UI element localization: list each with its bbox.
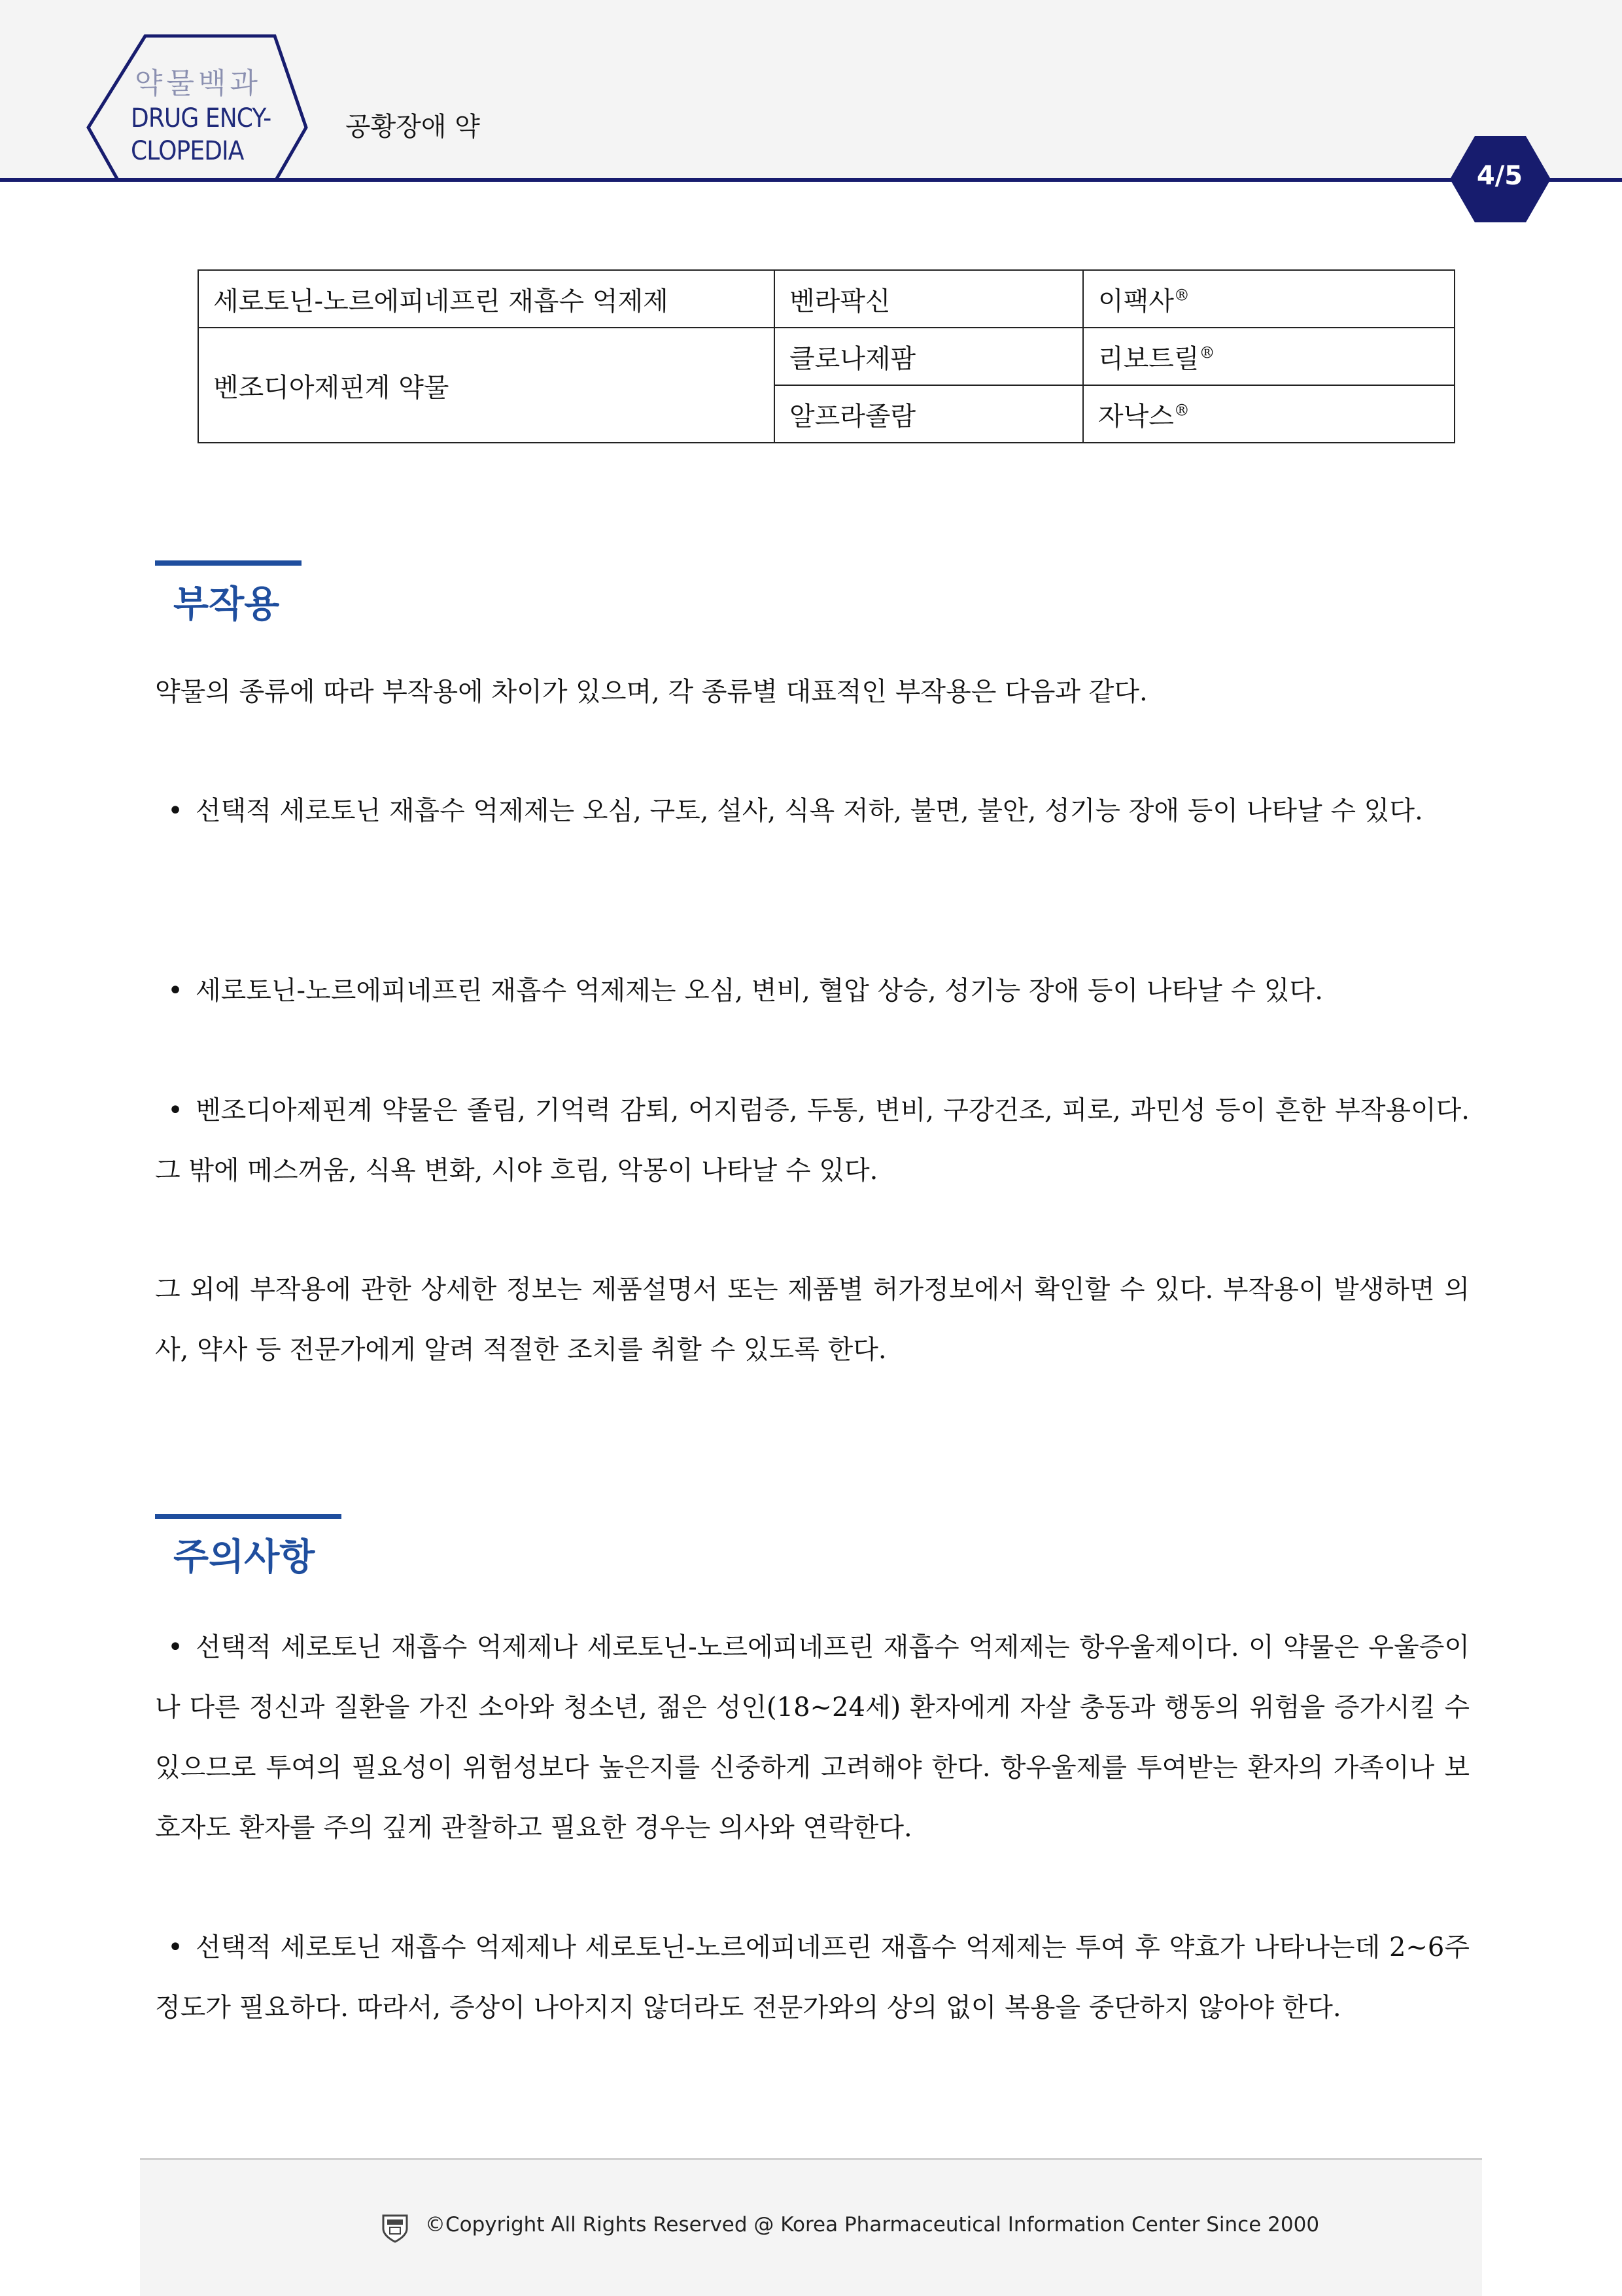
list-item: • 선택적 세로토닌 재흡수 억제제는 오심, 구토, 설사, 식욕 저하, 불면, 불안, 성기능 장애 등이 나타날 수 있다. [155, 781, 1470, 841]
document-title: 공황장애 약 [345, 112, 480, 142]
page-number: 4/5 [1476, 161, 1523, 191]
list-item: • 벤조디아제핀계 약물은 졸림, 기억력 감퇴, 어지럼증, 두통, 변비, 구강건조, 피로, 과민성 등이 흔한 부작용이다. 그 밖에 메스꺼움, 식욕 변화, 시야 흐림, 악몽이 나타날 수 있다. [155, 1080, 1470, 1201]
registered-mark: ® [1199, 343, 1215, 362]
footer-copyright: ©Copyright All Rights Reserved @ Korea Pharmaceutical Information Center Since 2000 [425, 2213, 1320, 2236]
section-bar [155, 1514, 341, 1519]
table-cell-brand: 리보트릴® [1083, 328, 1455, 385]
section-bar [155, 560, 302, 566]
logo-english-line2: CLOPEDIA [131, 136, 244, 166]
paragraph-intro: 약물의 종류에 따라 부작용에 차이가 있으며, 각 종류별 대표적인 부작용은 다음과 같다. [155, 677, 1148, 707]
table-cell-drug: 알프라졸람 [774, 385, 1083, 443]
logo [131, 65, 301, 167]
table-row [198, 270, 1455, 328]
logo-korean: 약물백과 [135, 67, 262, 100]
registered-mark: ® [1173, 401, 1190, 420]
emblem-icon [381, 2213, 409, 2243]
bullet-icon: • [167, 1632, 183, 1662]
table-cell-brand: 자낙스® [1083, 385, 1455, 443]
bullet-icon: • [167, 1932, 183, 1962]
paragraph-outro: 그 외에 부작용에 관한 상세한 정보는 제품설명서 또는 제품별 허가정보에서 확인할 수 있다. 부작용이 발생하면 의사, 약사 등 전문가에게 알려 적절한 조치를 취할 수 있도록 한다. [155, 1275, 1470, 1365]
bullet-icon: • [167, 976, 183, 1006]
list-item: • 선택적 세로토닌 재흡수 억제제나 세로토닌-노르에피네프린 재흡수 억제제는 투여 후 약효가 나타나는데 2~6주 정도가 필요하다. 따라서, 증상이 나아지지 않더라도 전문가와의 상의 없이 복용을 중단하지 않아야 한다. [155, 1917, 1470, 2038]
table-row [198, 328, 1455, 385]
list-item: • 세로토닌-노르에피네프린 재흡수 억제제는 오심, 변비, 혈압 상승, 성기능 장애 등이 나타날 수 있다. [155, 961, 1470, 1021]
logo-english-line1: DRUG ENCY- [131, 103, 271, 133]
section-title-side-effects: 부작용 [173, 583, 280, 626]
bullet-icon: • [167, 1095, 183, 1125]
section-title-precautions: 주의사항 [173, 1536, 315, 1579]
registered-mark: ® [1173, 286, 1190, 305]
list-item: • 선택적 세로토닌 재흡수 억제제나 세로토닌-노르에피네프린 재흡수 억제제는 항우울제이다. 이 약물은 우울증이나 다른 정신과 질환을 가진 소아와 청소년, 젊은 성인(18~24세) 환자에게 자살 충동과 행동의 위험을 증가시킬 수 있으므로 투여의 필요성이 위험성보다 높은지를 신중하게 고려해야 한다. 항우울제를 투여받는 환자의 가족이나 보호자도 환자를 주의 깊게 관찰하고 필요한 경우는 의사와 연락한다. [155, 1617, 1470, 1858]
table-cell-brand: 이팩사® [1083, 270, 1455, 328]
drug-table [198, 269, 1455, 443]
table-cell-drug: 클로나제팜 [774, 328, 1083, 385]
table-cell-class: 세로토닌-노르에피네프린 재흡수 억제제 [198, 270, 774, 328]
table-cell-drug: 벤라팍신 [774, 270, 1083, 328]
table-cell-class: 벤조디아제핀계 약물 [198, 328, 774, 443]
bullet-icon: • [167, 796, 183, 826]
